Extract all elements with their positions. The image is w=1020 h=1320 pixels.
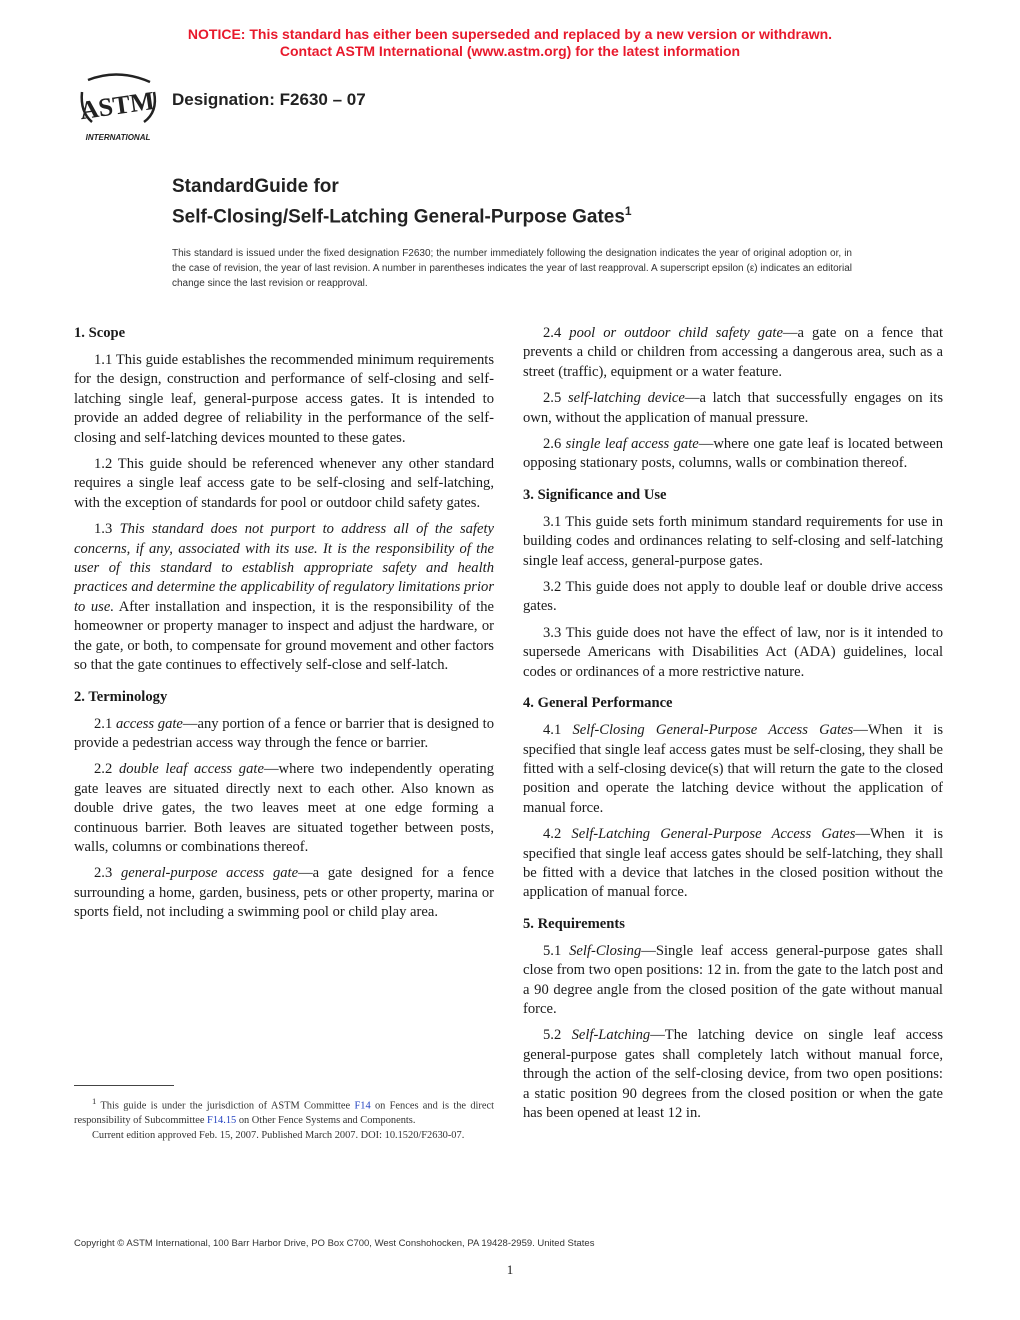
footnote-part: This guide is under the jurisdiction of ASTM Committee <box>96 1100 355 1112</box>
section-heading: 4. General Performance <box>523 695 673 712</box>
notice-line-1: NOTICE: This standard has either been superseded and replaced by a new version or withdrawn. <box>187 26 833 42</box>
term: single leaf access gate <box>565 436 699 453</box>
astm-logo-icon <box>72 72 164 144</box>
footnote-divider <box>74 1085 174 1086</box>
footnote <box>74 1094 494 1143</box>
paragraph <box>523 825 943 903</box>
footnote-part: on Other Fence Systems and Components. <box>236 1115 416 1127</box>
edition-note: Current edition approved Feb. 15, 2007. Published March 2007. DOI: 10.1520/F2630-07. <box>92 1130 465 1142</box>
footnote-text <box>74 1094 494 1128</box>
paragraph-text: —The latching device on single leaf access general-purpose gates shall completely latch without manual force, through the action of the self-closing device, from two open positions: a static position 90 degrees from the closed position or when the gate has been opened at least 12 in. <box>523 1027 944 1121</box>
term: Self-Latching General-Purpose Access Gates <box>571 826 856 843</box>
paragraph-text: After installation and inspection, it is the responsibility of the homeowner or property manager to inspect and adjust the hardware, or the gate, or both, to compensate for ground movement and other factors so that the gate continues to effectively self-close and self-latch. <box>74 598 495 674</box>
paragraph: 1.1 This guide establishes the recommended minimum requirements for the design, construction and performance of self-closing and self-latching single leaf, general-purpose access gates. It is intended to provide an added degree of reliability in the performance of the self-closing and self-latching devices mounted to these gates. <box>74 352 494 446</box>
title-line-2 <box>172 199 632 229</box>
withdrawal-notice <box>0 26 1020 60</box>
paragraph: 1.2 This guide should be referenced whenever any other standard requires a single leaf access gate to be self-closing and self-latching, with the exception of standards for pool or outdoor child safety gates. <box>74 456 494 511</box>
definition-text: —where two independently operating gate leaves are situated directly next to each other. Also known as double drive gates, the two leaves meet at one edge forming a continuous barrier. Both leaves are situated together between posts, walls, columns or combinations thereof. <box>74 761 495 855</box>
paragraph-number: 1.3 <box>94 521 120 538</box>
paragraph-text: —When it is specified that single leaf access gates must be self-closing, they shall be fitted with a self-closing device(s) that will return the gate to the closed position and operate the latching device without the application of manual force. <box>523 722 943 816</box>
astm-logo <box>72 72 164 144</box>
term: Self-Closing General-Purpose Access Gates <box>572 722 854 739</box>
subcommittee-link[interactable]: F14.15 <box>207 1115 237 1127</box>
paragraph: 3.1 This guide sets forth minimum standard requirements for use in building codes and ordinances relating to self-closing and self-latching single leaf access, general-purpose gates. <box>523 513 943 569</box>
definition <box>74 760 494 857</box>
term: Self-Latching <box>571 1027 651 1044</box>
definition <box>523 324 943 382</box>
paragraph-number: 4.1 <box>543 722 573 739</box>
document-title <box>172 174 632 229</box>
paragraph-number: 2.2 <box>94 761 119 778</box>
paragraph-number: 5.1 <box>543 942 570 959</box>
definition <box>523 435 943 474</box>
paragraph <box>523 721 943 818</box>
definition-text: —a gate on a fence that prevents a child or children from accessing a dangerous area, such as a street (traffic), equipment or a water feature. <box>523 325 943 380</box>
definition-text: —a gate designed for a fence surrounding a home, garden, business, pets or other property, marina or sports field, not including a swimming pool or child play area. <box>74 865 494 921</box>
paragraph-number: 2.5 <box>543 390 568 407</box>
title-text: Self-Closing/Self-Latching General-Purpose Gates <box>172 206 625 228</box>
definition <box>74 864 494 922</box>
section-heading: 2. Terminology <box>74 688 168 705</box>
paragraph-number: 2.4 <box>543 325 570 341</box>
page-number: 1 <box>506 1262 514 1277</box>
section-scope <box>74 324 494 676</box>
section-heading: 1. Scope <box>74 325 126 341</box>
paragraph-number: 2.6 <box>543 436 566 453</box>
term: double leaf access gate <box>118 761 264 778</box>
term: self-latching device <box>567 390 685 407</box>
section-performance <box>523 694 943 903</box>
term: pool or outdoor child safety gate <box>569 325 783 341</box>
section-terminology-cont <box>523 324 943 474</box>
paragraph <box>523 942 943 1020</box>
copyright: Copyright © ASTM International, 100 Barr Harbor Drive, PO Box C700, West Conshohocken, PA 19428-2959. United States <box>74 1238 595 1249</box>
paragraph-number: 2.1 <box>94 715 116 732</box>
paragraph-text: —Single leaf access general-purpose gates shall close from two open positions: 12 in. from the gate to the latch post and a 90 degree angle from the closed position of the gate without manual force. <box>523 942 943 1017</box>
section-terminology <box>74 688 494 923</box>
section-requirements <box>523 915 943 1124</box>
paragraph-number: 5.2 <box>543 1027 572 1044</box>
paragraph-number: 4.2 <box>543 826 572 843</box>
paragraph <box>523 1026 943 1123</box>
term: access gate <box>115 715 183 732</box>
term: general-purpose access gate <box>120 865 299 882</box>
intro-paragraph: This standard is issued under the fixed designation F2630; the number immediately following the designation indicates the year of original adoption or, in the case of revision, the year of last revision. A number in parentheses indicates the year of last reapproval. A superscript epsilon (ε) indicates an editorial change since the last revision or reapproval. <box>172 248 852 289</box>
section-significance <box>523 486 943 682</box>
paragraph <box>74 520 494 675</box>
paragraph: 3.3 This guide does not have the effect of law, nor is it intended to supersede Americans with Disabilities Act (ADA) guidelines, local codes or ordinances of a more restrictive nature. <box>523 624 943 680</box>
designation: Designation: F2630 – 07 <box>172 90 366 109</box>
definition-text: —where one gate leaf is located between opposing stationary posts, columns, walls or combination thereof. <box>523 436 944 472</box>
italic-text: This standard does not purport to address all of the safety concerns, if any, associated with its use. It is the responsibility of the user of this standard to establish appropriate safety and health practices and determine the applicability of regulatory limitations prior to use. <box>74 521 494 615</box>
logo-subtext: INTERNATIONAL <box>85 133 151 142</box>
notice-line-2: Contact ASTM International (www.astm.org) for the latest information <box>279 43 741 59</box>
term: Self-Closing <box>569 942 642 959</box>
left-column <box>74 324 494 930</box>
footnote-part: on Fences and is the direct responsibility of Subcommittee <box>74 1100 494 1127</box>
paragraph: 3.2 This guide does not apply to double leaf or double drive access gates. <box>523 579 943 615</box>
footnote-marker: 1 <box>92 1096 97 1106</box>
section-heading: 3. Significance and Use <box>523 486 667 503</box>
definition <box>523 389 943 428</box>
paragraph-number: 2.3 <box>94 865 121 882</box>
title-footnote-marker[interactable]: 1 <box>624 204 632 218</box>
committee-link[interactable]: F14 <box>354 1100 371 1112</box>
title-line-1: StandardGuide for <box>172 176 339 197</box>
section-heading: 5. Requirements <box>523 915 625 932</box>
definition-text: —a latch that successfully engages on its own, without the application of manual pressure. <box>523 390 943 426</box>
logo-text: ASTM <box>77 85 157 126</box>
right-column <box>523 324 943 1130</box>
paragraph-text: —When it is specified that single leaf access gates should be self-latching, they shall be fitted with a device that latches in the closed position without the application of manual force. <box>523 826 943 901</box>
definition <box>74 715 494 754</box>
definition-text: —any portion of a fence or barrier that is designed to provide a pedestrian access way through the fence or barrier. <box>74 715 494 751</box>
